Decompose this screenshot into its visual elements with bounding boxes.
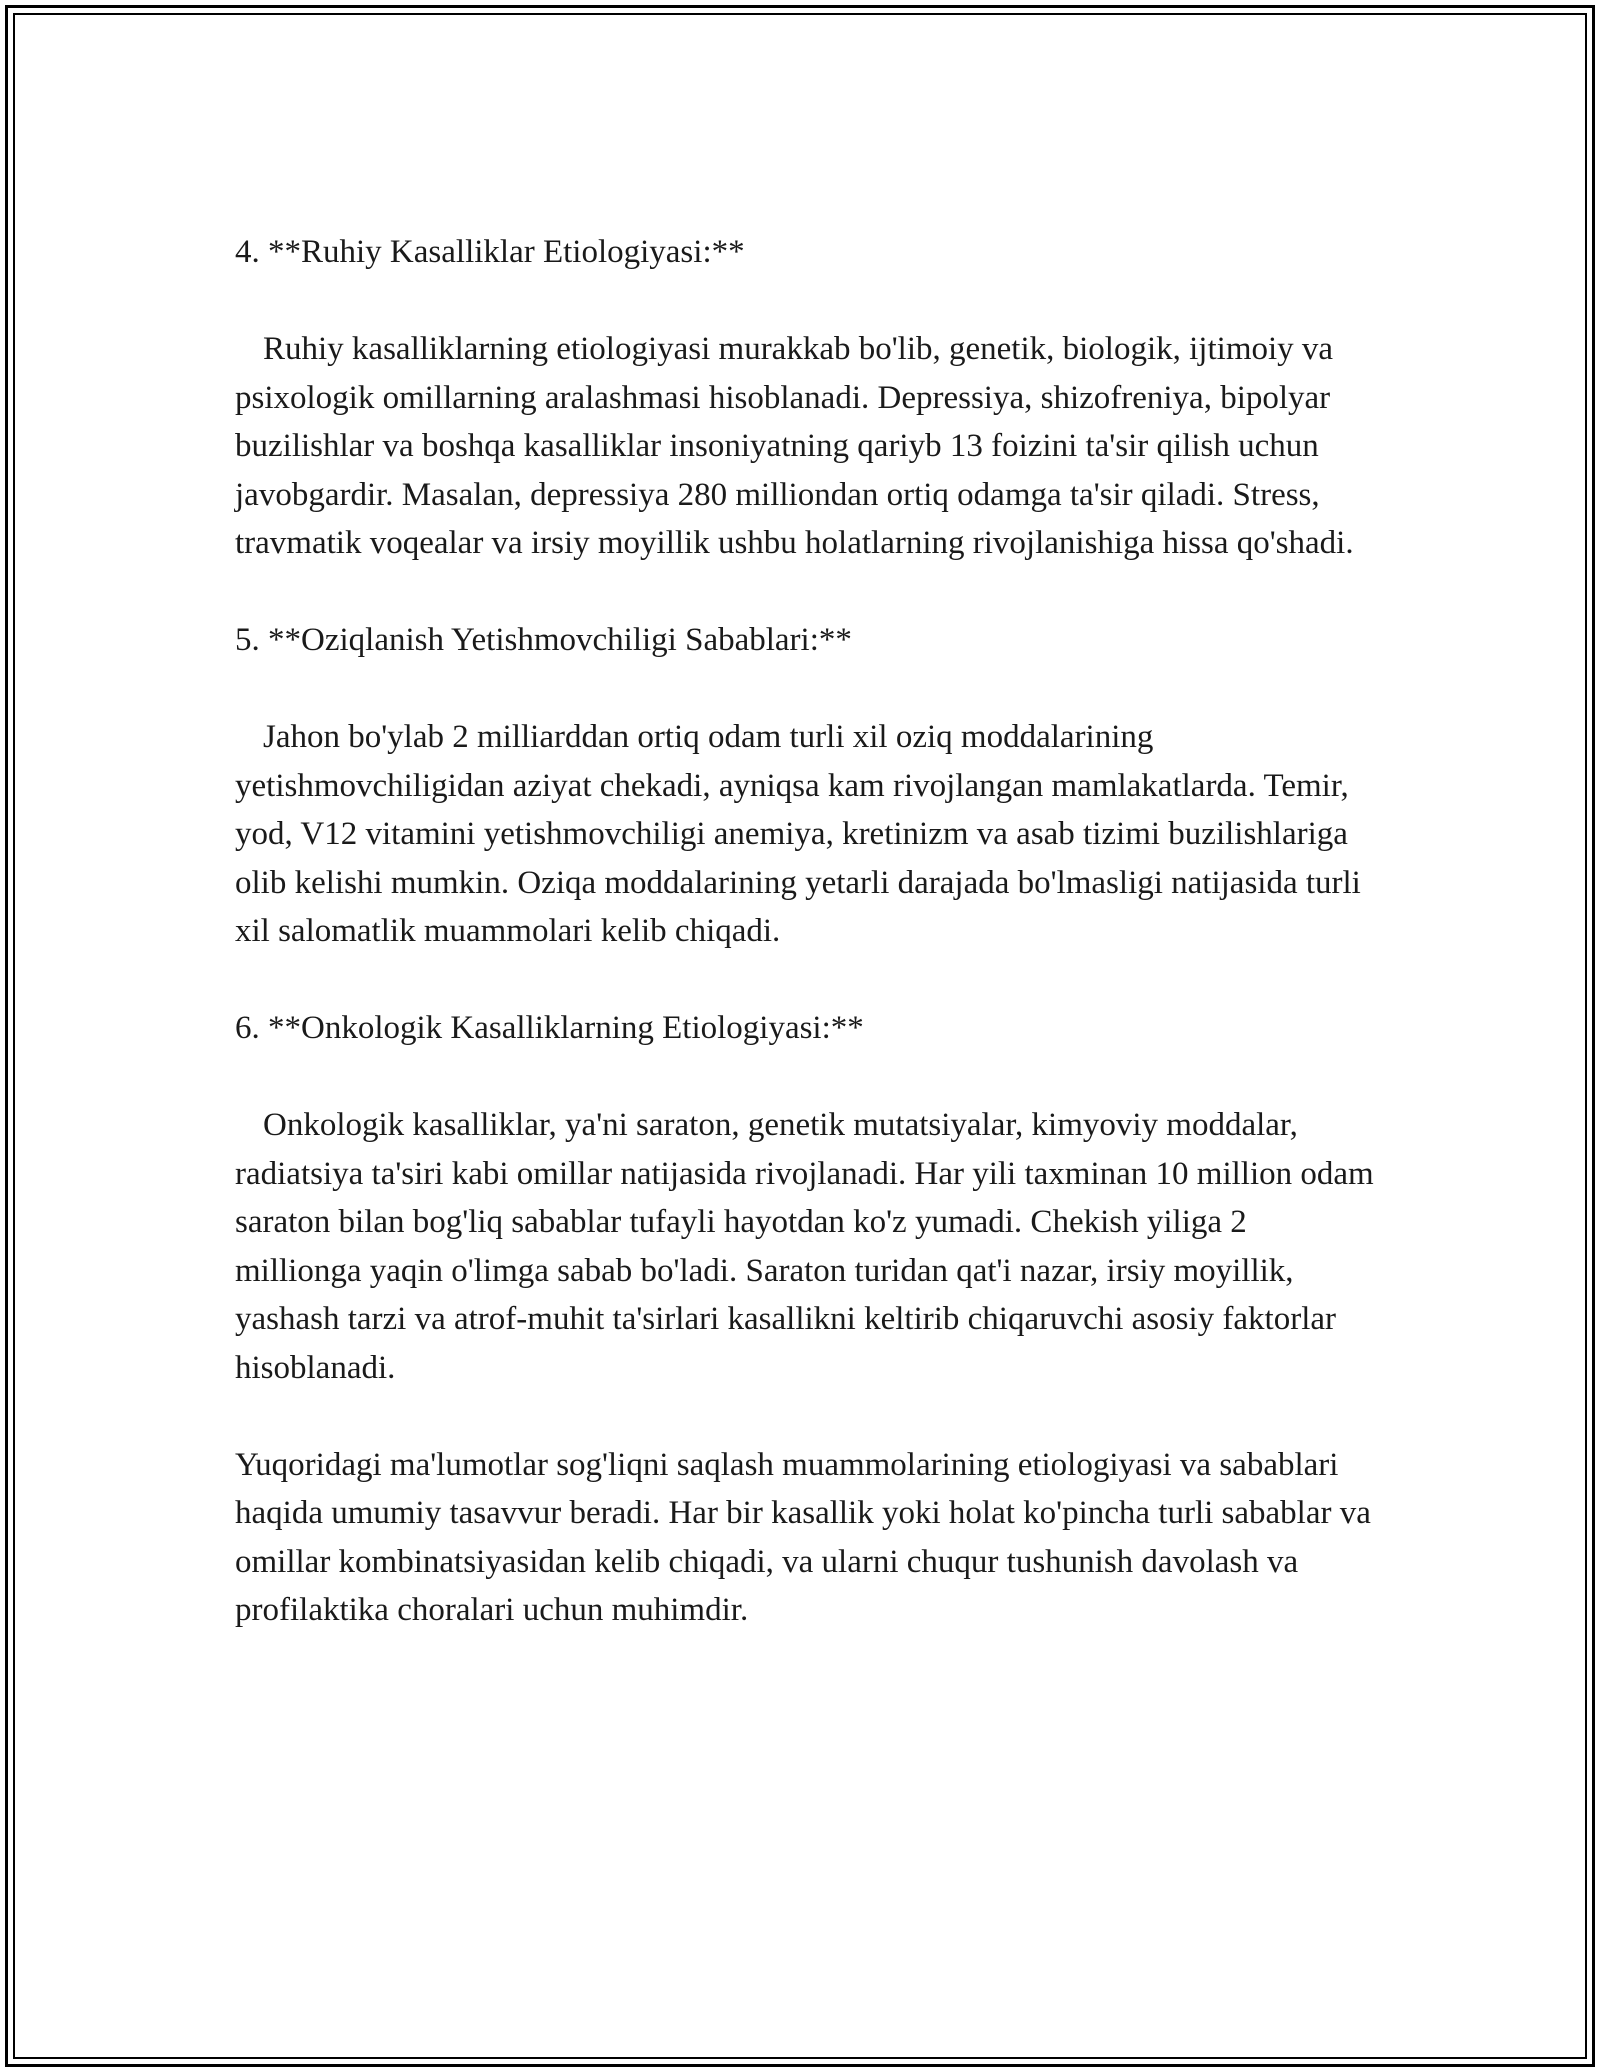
section-paragraph-5: Jahon bo'ylab 2 milliarddan ortiq odam turli xil oziq moddalarining yetishmovchiligidan aziyat chekadi, ayniqsa kam rivojlangan mamlakatlarda. Temir, yod, V12 vitamini yetishmovchiligi anemiya, kretinizm va asab tizimi buzilishlariga olib kelishi mumkin. Oziqa moddalarining yetarli darajada bo'lmasligi natijasida turli xil salomatlik muammolari kelib chiqadi. bbox=[235, 719, 1361, 949]
section-paragraph-6: Onkologik kasalliklar, ya'ni saraton, genetik mutatsiyalar, kimyoviy moddalar, radiatsiya ta'siri kabi omillar natijasida rivojlanadi. Har yili taxminan 10 million odam saraton bilan bog'liq sabablar tufayli hayotdan ko'z yumadi. Chekish yiliga 2 millionga yaqin o'limga sabab bo'ladi. Saraton turidan qat'i nazar, irsiy moyillik, yashash tarzi va atrof-muhit ta'sirlari kasallikni keltirib chiqaruvchi asosiy faktorlar hisoblanadi. bbox=[235, 1107, 1374, 1386]
section-heading-5: 5. **Oziqlanish Yetishmovchiligi Sabablari:** bbox=[235, 622, 852, 658]
section-heading-4: 4. **Ruhiy Kasalliklar Etiologiyasi:** bbox=[235, 234, 745, 270]
section-heading-6: 6. **Onkologik Kasalliklarning Etiologiyasi:** bbox=[235, 1010, 864, 1046]
document-body bbox=[235, 228, 1375, 1683]
section-paragraph-4: Ruhiy kasalliklarning etiologiyasi murakkab bo'lib, genetik, biologik, ijtimoiy va psixologik omillarning aralashmasi hisoblanadi. Depressiya, shizofreniya, bipolyar buzilishlar va boshqa kasalliklar insoniyatning qariyb 13 foizini ta'sir qilish uchun javobgardir. Masalan, depressiya 280 milliondan ortiq odamga ta'sir qiladi. Stress, travmatik voqealar va irsiy moyillik ushbu holatlarning rivojlanishiga hissa qo'shadi. bbox=[235, 331, 1354, 561]
conclusion-paragraph: Yuqoridagi ma'lumotlar sog'liqni saqlash muammolarining etiologiyasi va sabablari haqida umumiy tasavvur beradi. Har bir kasallik yoki holat ko'pincha turli sabablar va omillar kombinatsiyasidan kelib chiqadi, va ularni chuqur tushunish davolash va profilaktika choralari uchun muhimdir. bbox=[235, 1446, 1371, 1628]
